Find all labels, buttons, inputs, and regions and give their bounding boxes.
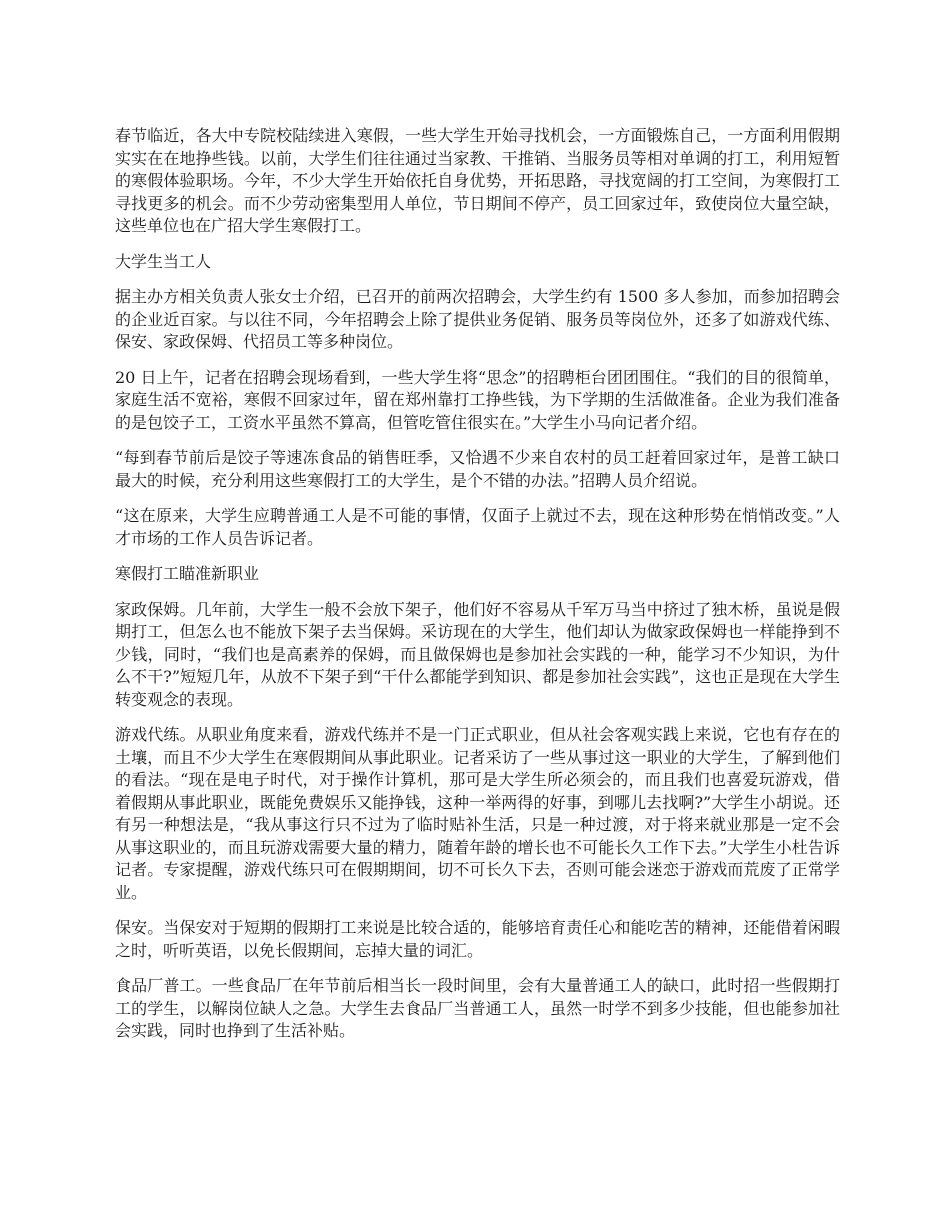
section-heading-new-jobs: 寒假打工瞄准新职业 — [115, 564, 260, 583]
paragraph-housekeeping: 家政保姆。几年前，大学生一般不会放下架子，他们好不容易从千军万马当中挤过了独木桥，虽说是假期打工，但怎么也不能放下架子去当保姆。采访现在的大学生，他们却认为做家政保姆也一样能挣到不少钱，同时，“我们也是高素养的保姆，而且做保姆也是参加社会实践的一种，能学习不少知识，为什么不干?”短短几年，从放不下架子到“干什么都能学到知识、都是参加社会实践”，这也正是现在大学生转变观念的表现。 — [115, 599, 840, 709]
paragraph-talent-market: “这在原来，大学生应聘普通工人是不可能的事情，仅面子上就过不去，现在这种形势在悄悄改变。”人才市场的工作人员告诉记者。 — [115, 506, 840, 548]
paragraph-job-fair: 据主办方相关负责人张女士介绍，已召开的前两次招聘会，大学生约有 1500 多人参加，而参加招聘会的企业近百家。与以往不同，今年招聘会上除了提供业务促销、服务员等岗位外，还多了如游戏代练、保安、家政保姆、代招员工等多种岗位。 — [115, 287, 840, 351]
paragraph-security-guard: 保安。当保安对于短期的假期打工来说是比较合适的，能够培育责任心和能吃苦的精神，还能借着闲暇之时，听听英语，以免长假期间，忘掉大量的词汇。 — [115, 918, 840, 960]
paragraph-food-factory: 食品厂普工。一些食品厂在年节前后相当长一段时间里，会有大量普通工人的缺口，此时招一些假期打工的学生，以解岗位缺人之急。大学生去食品厂当普通工人，虽然一时学不到多少技能，但也能参加社会实践，同时也挣到了生活补贴。 — [115, 976, 840, 1040]
document-body — [115, 125, 840, 1056]
paragraph-recruiter-quote: “每到春节前后是饺子等速冻食品的销售旺季，又恰遇不少来自农村的员工赶着回家过年，是普工缺口最大的时候，充分利用这些寒假打工的大学生，是个不错的办法。”招聘人员介绍说。 — [115, 448, 840, 490]
paragraph-intro: 春节临近，各大中专院校陆续进入寒假，一些大学生开始寻找机会，一方面锻炼自己，一方面利用假期实实在在地挣些钱。以前，大学生们往往通过当家教、干推销、当服务员等相对单调的打工，利用短暂的寒假体验职场。今年，不少大学生开始依托自身优势，开拓思路，寻找宽阔的打工空间，为寒假打工寻找更多的机会。而不少劳动密集型用人单位，节日期间不停产，员工回家过年，致使岗位大量空缺，这些单位也在广招大学生寒假打工。 — [115, 126, 840, 235]
paragraph-reporter-scene: 20 日上午，记者在招聘会现场看到，一些大学生将“思念”的招聘柜台团团围住。“我们的目的很简单，家庭生活不宽裕，寒假不回家过年，留在郑州靠打工挣些钱，为下学期的生活做准备。企业为我们准备的是包饺子工，工资水平虽然不算高，但管吃管住很实在。”大学生小马向记者介绍。 — [115, 367, 840, 432]
paragraph-game-leveling: 游戏代练。从职业角度来看，游戏代练并不是一门正式职业，但从社会客观实践上来说，它也有存在的土壤，而且不少大学生在寒假期间从事此职业。记者采访了一些从事过这一职业的大学生，了解到他们的看法。“现在是电子时代，对于操作计算机，那可是大学生所必须会的，而且我们也喜爱玩游戏，借着假期从事此职业，既能免费娱乐又能挣钱，这种一举两得的好事，到哪儿去找啊?”大学生小胡说。还有另一种想法是，“我从事这行只不过为了临时贴补生活，只是一种过渡，对于将来就业那是一定不会从事这职业的，而且玩游戏需要大量的精力，随着年龄的增长也不可能长久工作下去。”大学生小杜告诉记者。专家提醒，游戏代练只可在假期期间，切不可长久下去，否则可能会迷恋于游戏而荒废了正常学业。 — [115, 725, 840, 902]
section-heading-workers: 大学生当工人 — [115, 251, 212, 271]
